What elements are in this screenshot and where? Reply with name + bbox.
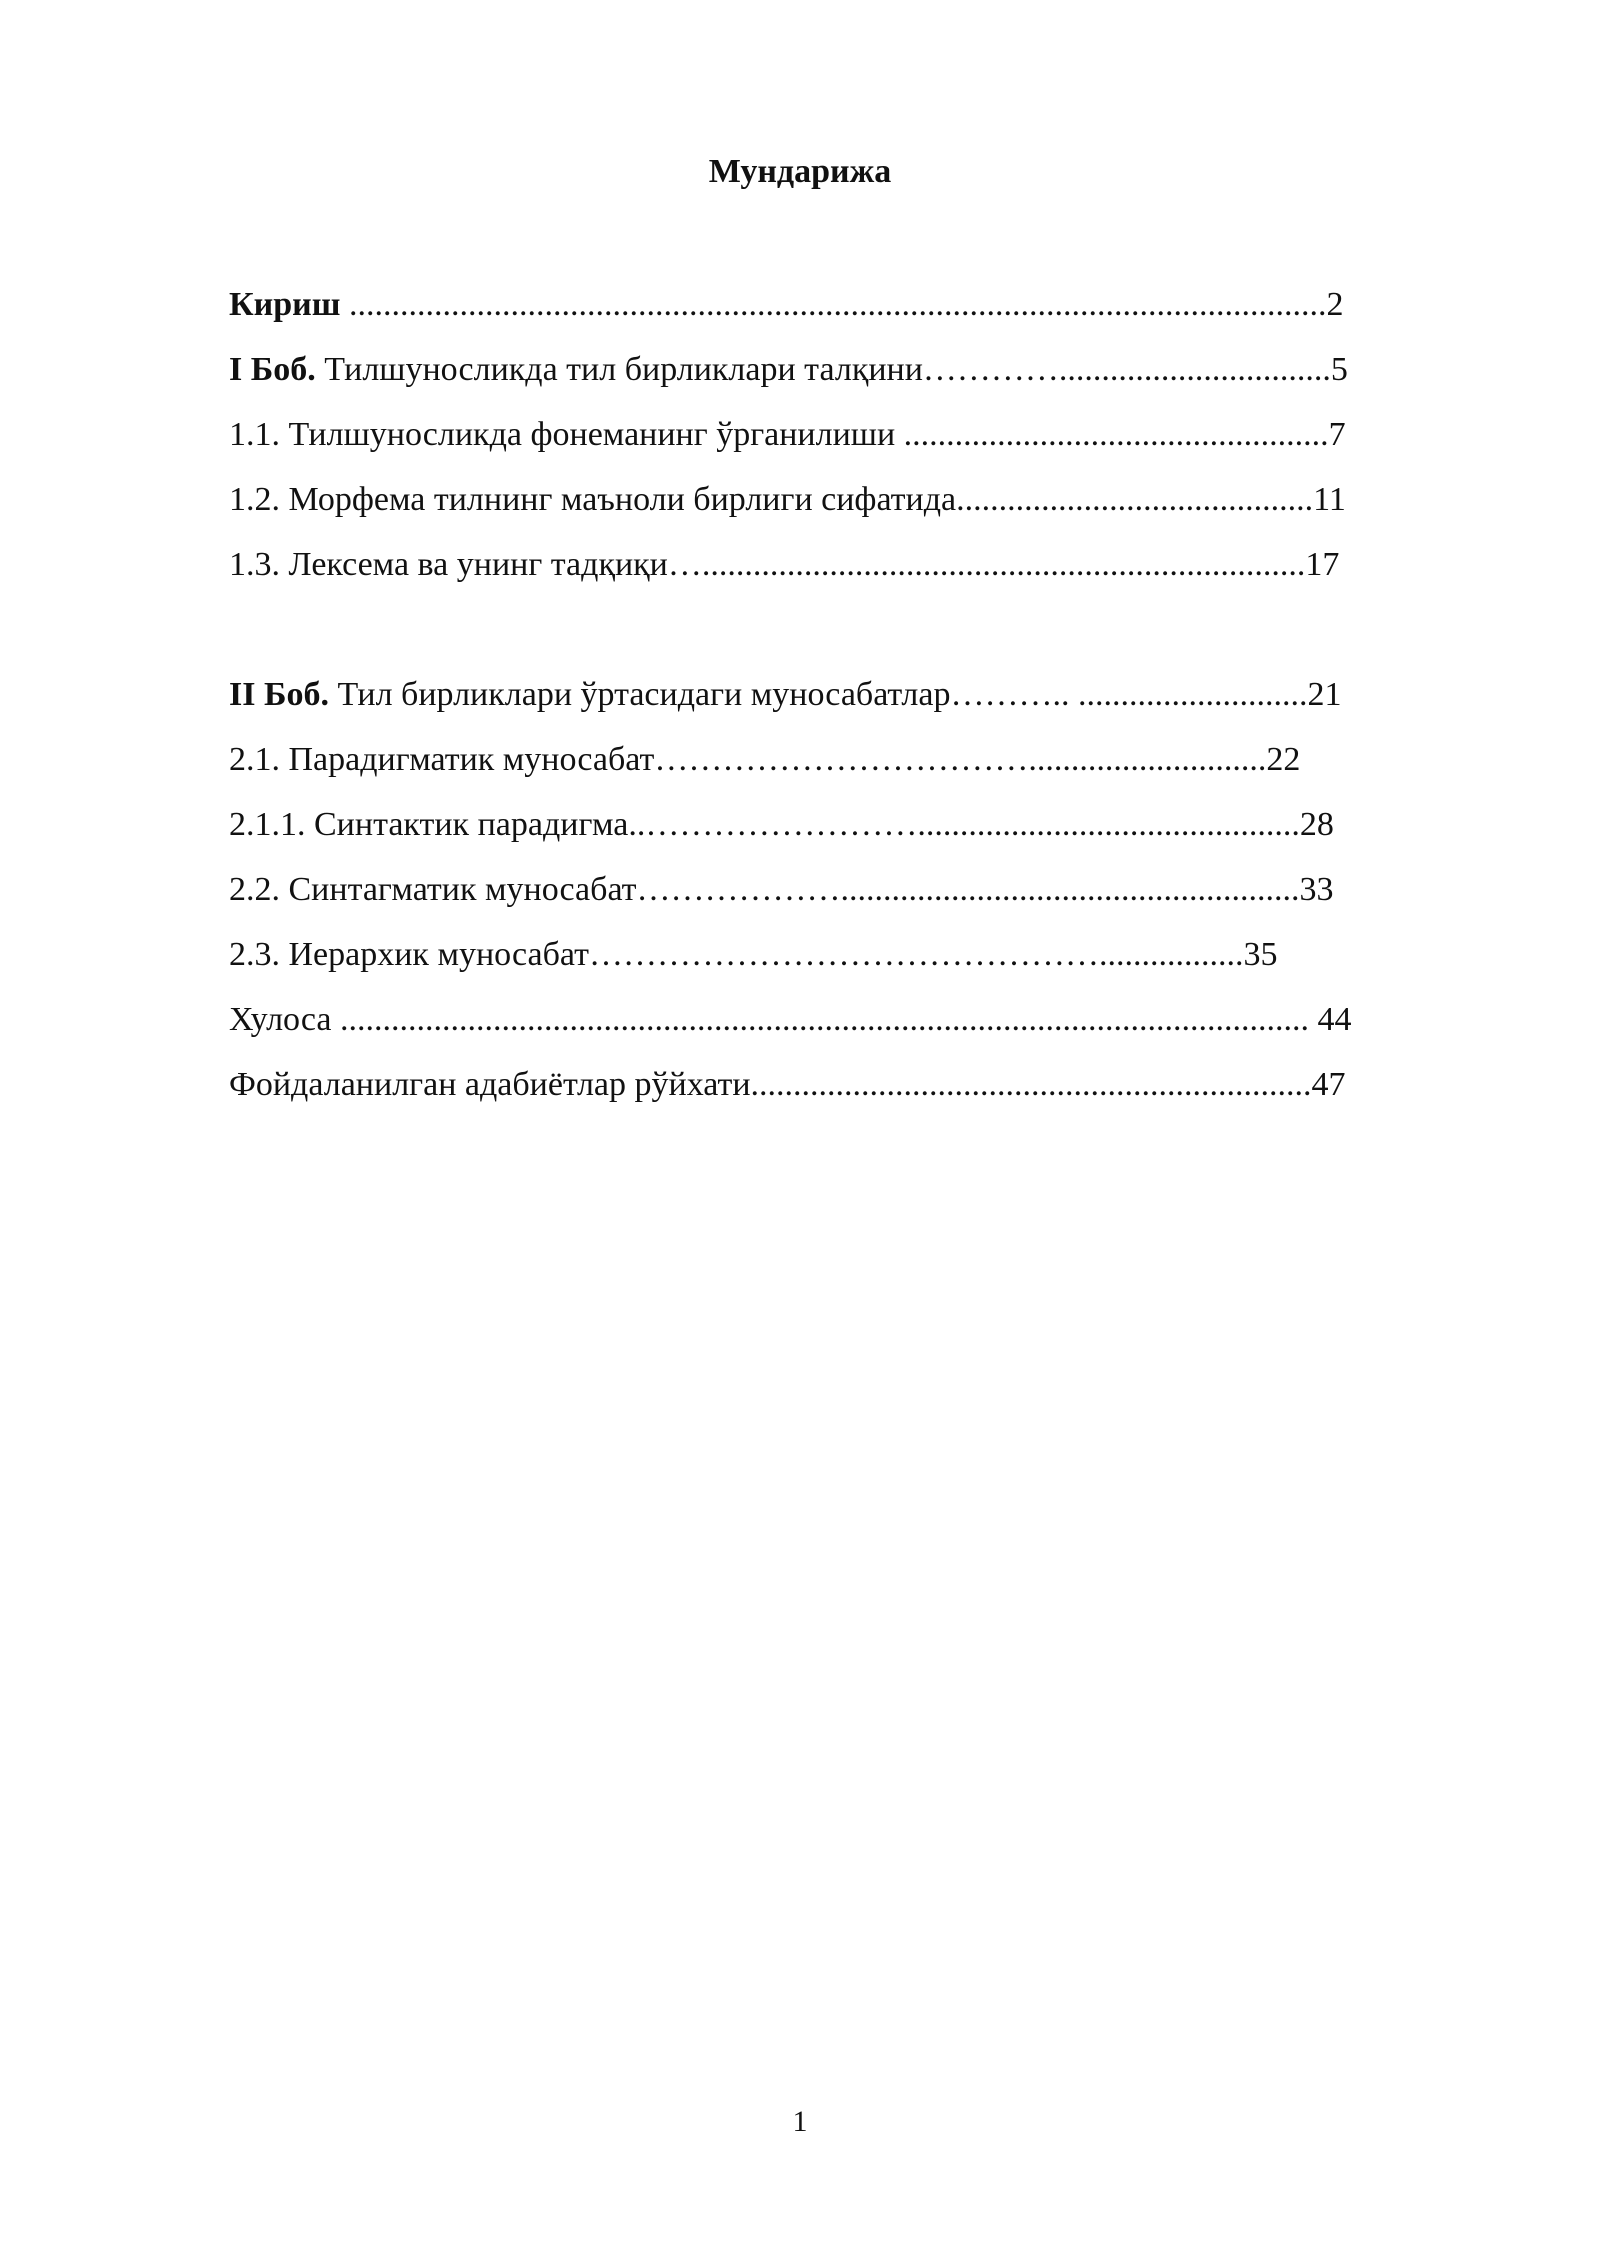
- toc-entry-2-3[interactable]: [229, 935, 1277, 975]
- page-title: Мундарижа: [708, 153, 892, 190]
- toc-entry-bold-label: Кириш: [229, 286, 341, 323]
- toc-entry-text: 1.2. Морфема тилнинг маъноли бирлиги сифатида..........................................11: [229, 481, 1346, 518]
- toc-entry-1-2[interactable]: [229, 480, 1346, 520]
- toc-entry-text: Тилшуносликда тил бирликлари талқини…………................................5: [315, 351, 1348, 388]
- toc-entry-text: 2.2. Синтагматик муносабат………………......................................................33: [229, 871, 1334, 908]
- toc-entry-bold-label: II Боб.: [229, 676, 329, 713]
- toc-entry-chapter-2[interactable]: [229, 675, 1341, 715]
- toc-entry-text: 1.3. Лексема ва унинг тадқиқи….......................................................................17: [229, 546, 1340, 583]
- toc-entry-bold-label: I Боб.: [229, 351, 316, 388]
- toc-entry-1-3[interactable]: [229, 545, 1339, 585]
- toc-entry-text: Фойдаланилган адабиётлар рўйхати..................................................................47: [229, 1066, 1346, 1103]
- toc-entry-references[interactable]: [229, 1065, 1346, 1105]
- toc-entry-text: 2.3. Иерархик муносабат……………………………………….................35: [229, 936, 1278, 973]
- toc-entry-text: Тил бирликлари ўртасидаги муносабатлар……….. ...........................21: [328, 676, 1342, 713]
- toc-entry-text: Хулоса .................................................................................................................. 44: [229, 1001, 1352, 1038]
- toc-entry-2-1-1[interactable]: [229, 805, 1334, 845]
- toc-entry-2-1[interactable]: [229, 740, 1300, 780]
- toc-entry-text: 2.1.1. Синтактик парадигма..…………………….............................................28: [229, 806, 1334, 843]
- toc-entry-introduction[interactable]: [229, 285, 1343, 325]
- toc-entry-conclusion[interactable]: [229, 1000, 1351, 1040]
- toc-entry-text: ...................................................................................................................2: [340, 286, 1344, 323]
- page-number: 1: [792, 2105, 808, 2138]
- toc-entry-1-1[interactable]: [229, 415, 1346, 455]
- toc-entry-text: 1.1. Тилшуносликда фонеманинг ўрганилиши ..................................................7: [229, 416, 1346, 453]
- toc-entry-text: 2.1. Парадигматик муносабат……………………………............................22: [229, 741, 1301, 778]
- toc-entry-2-2[interactable]: [229, 870, 1334, 910]
- toc-entry-chapter-1[interactable]: [229, 350, 1348, 390]
